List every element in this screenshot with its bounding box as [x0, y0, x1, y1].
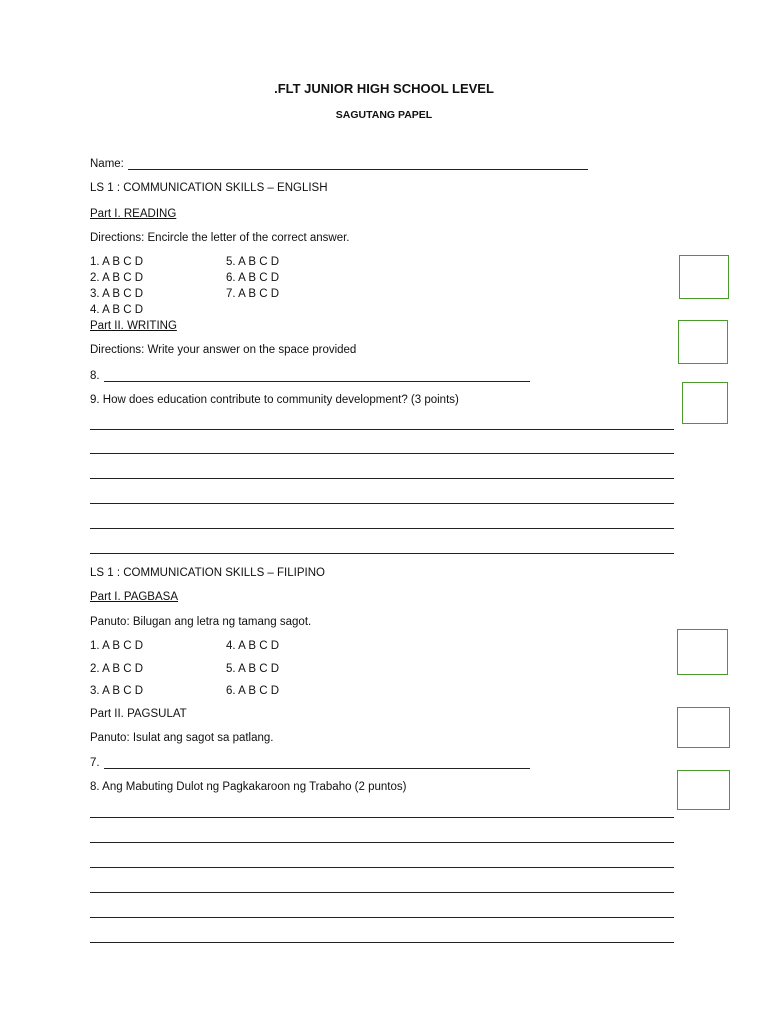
- page-title: .FLT JUNIOR HIGH SCHOOL LEVEL: [274, 81, 494, 96]
- english-item-9-answer-line[interactable]: [90, 503, 674, 504]
- filipino-score-box-pagbasa[interactable]: [677, 629, 728, 675]
- page-subtitle: SAGUTANG PAPEL: [335, 109, 433, 121]
- filipino-section-heading: LS 1 : COMMUNICATION SKILLS – FILIPINO: [90, 567, 325, 579]
- filipino-answer-4[interactable]: 4. A B C D: [226, 640, 280, 652]
- english-item-9-answer-line[interactable]: [90, 453, 674, 454]
- english-part1-title: Part I. READING: [90, 208, 177, 220]
- name-field[interactable]: [128, 169, 588, 170]
- english-item-9-answer-line[interactable]: [90, 528, 674, 529]
- filipino-part1-directions: Panuto: Bilugan ang letra ng tamang sagot.: [90, 616, 312, 628]
- filipino-part2-title: Part II. PAGSULAT: [90, 708, 187, 720]
- filipino-part1-title: Part I. PAGBASA: [90, 591, 178, 603]
- english-score-box-reading[interactable]: [679, 255, 729, 299]
- english-item-9-question: 9. How does education contribute to community development? (3 points): [90, 394, 459, 406]
- english-score-box-item-9[interactable]: [682, 382, 728, 424]
- filipino-score-box-item-8[interactable]: [677, 770, 730, 810]
- english-score-box-item-8[interactable]: [678, 320, 728, 364]
- filipino-item-8-answer-line[interactable]: [90, 867, 674, 868]
- filipino-part2-directions: Panuto: Isulat ang sagot sa patlang.: [90, 732, 274, 744]
- english-item-8-label: 8.: [90, 370, 100, 382]
- filipino-item-7-answer-line[interactable]: [104, 768, 530, 769]
- english-answer-2[interactable]: 2. A B C D: [90, 272, 144, 284]
- english-item-9-answer-line[interactable]: [90, 553, 674, 554]
- filipino-item-8-answer-line[interactable]: [90, 917, 674, 918]
- name-label: Name:: [90, 158, 124, 170]
- filipino-answer-5[interactable]: 5. A B C D: [226, 663, 280, 675]
- english-answer-5[interactable]: 5. A B C D: [226, 256, 280, 268]
- filipino-answer-2[interactable]: 2. A B C D: [90, 663, 144, 675]
- filipino-answer-3[interactable]: 3. A B C D: [90, 685, 144, 697]
- english-item-8-answer-line[interactable]: [104, 381, 530, 382]
- english-part2-title: Part II. WRITING: [90, 320, 177, 332]
- english-answer-3[interactable]: 3. A B C D: [90, 288, 144, 300]
- filipino-item-7-label: 7.: [90, 757, 100, 769]
- filipino-score-box-item-7[interactable]: [677, 707, 730, 748]
- english-answer-7[interactable]: 7. A B C D: [226, 288, 280, 300]
- english-answer-1[interactable]: 1. A B C D: [90, 256, 144, 268]
- english-answer-6[interactable]: 6. A B C D: [226, 272, 280, 284]
- english-part1-directions: Directions: Encircle the letter of the correct answer.: [90, 232, 350, 244]
- filipino-item-8-answer-line[interactable]: [90, 942, 674, 943]
- english-item-9-answer-line[interactable]: [90, 429, 674, 430]
- english-item-9-answer-line[interactable]: [90, 478, 674, 479]
- filipino-answer-1[interactable]: 1. A B C D: [90, 640, 144, 652]
- filipino-item-8-answer-line[interactable]: [90, 842, 674, 843]
- filipino-item-8-answer-line[interactable]: [90, 817, 674, 818]
- english-part2-directions: Directions: Write your answer on the space provided: [90, 344, 357, 356]
- filipino-item-8-answer-line[interactable]: [90, 892, 674, 893]
- filipino-answer-6[interactable]: 6. A B C D: [226, 685, 280, 697]
- english-section-heading: LS 1 : COMMUNICATION SKILLS – ENGLISH: [90, 182, 328, 194]
- filipino-item-8-question: 8. Ang Mabuting Dulot ng Pagkakaroon ng Trabaho (2 puntos): [90, 781, 407, 793]
- english-answer-4[interactable]: 4. A B C D: [90, 304, 144, 316]
